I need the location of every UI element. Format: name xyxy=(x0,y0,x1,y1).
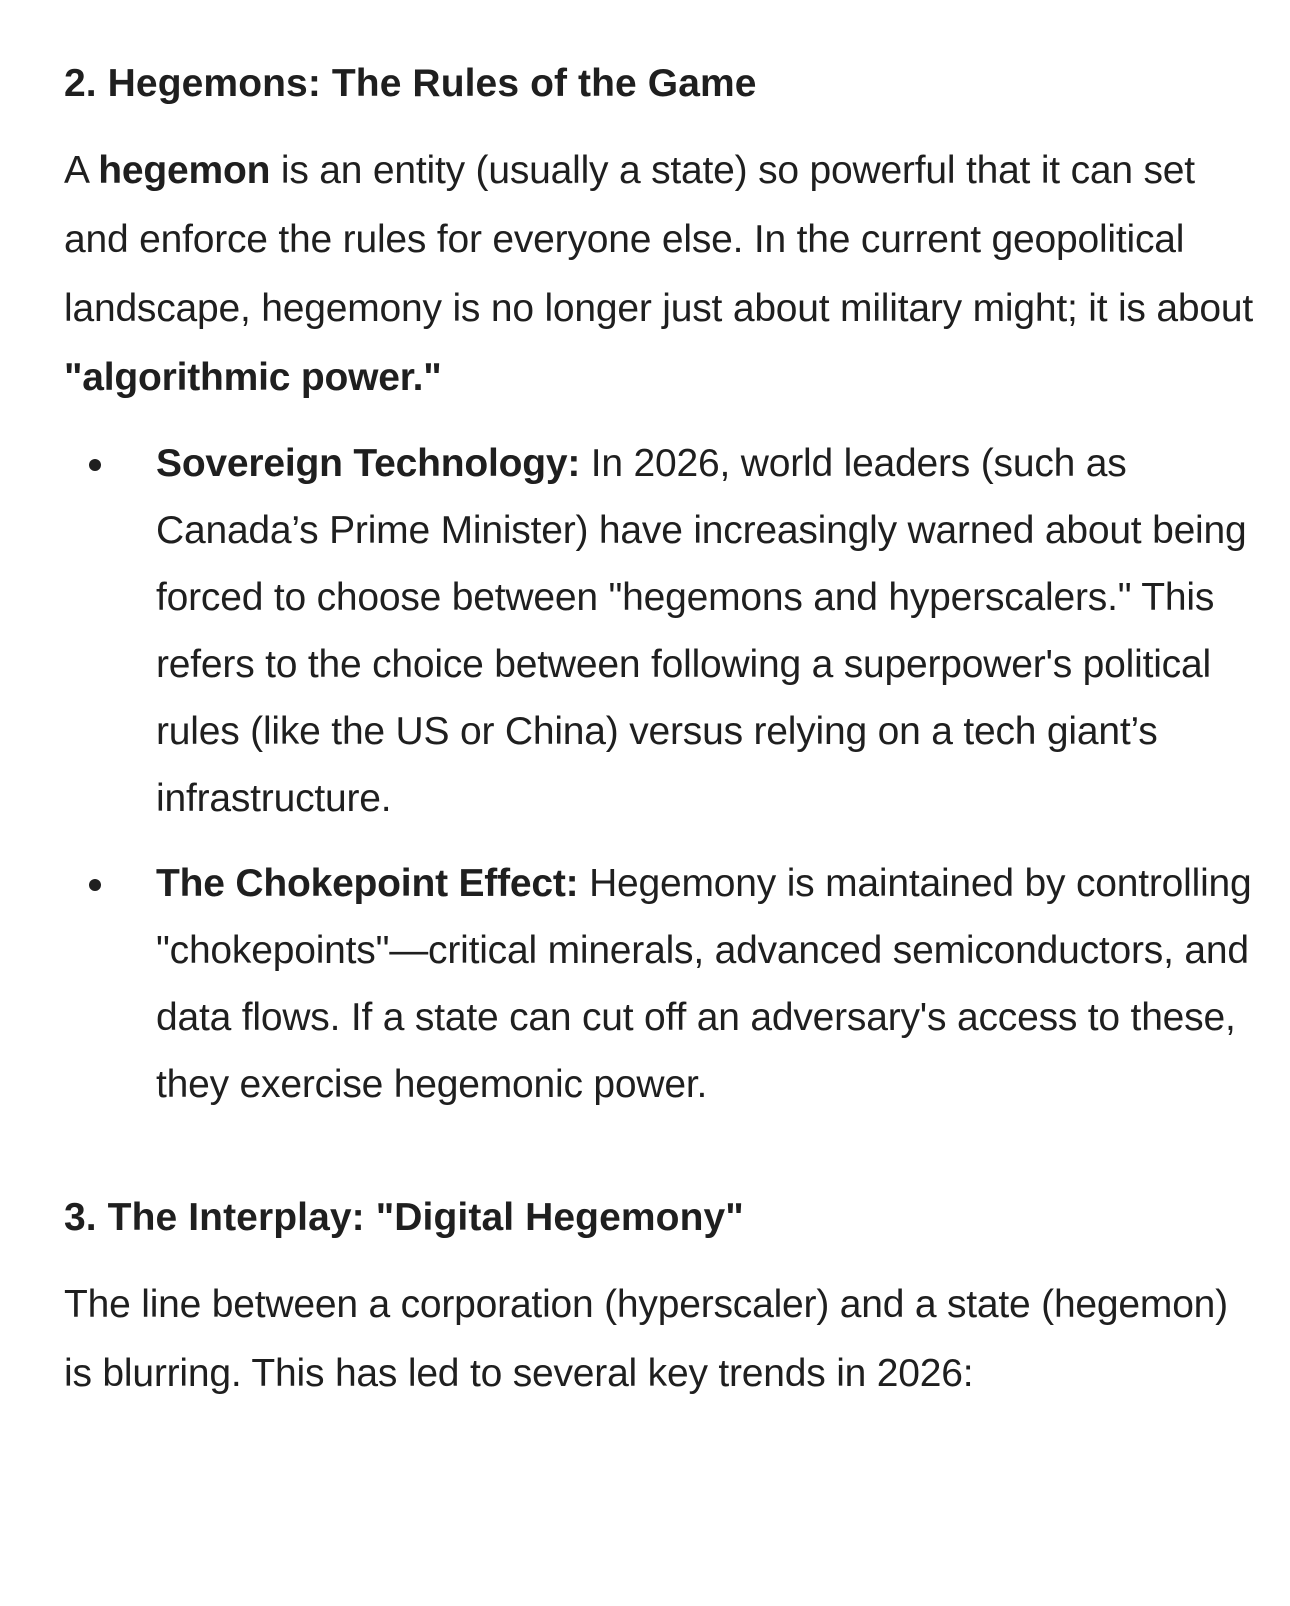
bullet-text: Hegemony is maintained by controlling "chokepoints"—critical minerals, advanced semiconductors, and data flows. If a state can cut off an adversary's access to these, they exercise hegemonic power. xyxy=(156,862,1252,1106)
bullet-text: In 2026, world leaders (such as Canada’s Prime Minister) have increasingly warned about being forced to choose between "hegemons and hyperscalers." This refers to the choice between following a superpower's political rules (like the US or China) versus relying on a tech giant’s infrastructure. xyxy=(156,442,1247,820)
bullet-list xyxy=(64,430,1260,1118)
bullet-dot-icon xyxy=(89,459,101,471)
paragraph-text: is an entity (usually a state) so powerful that it can set and enforce the rules for everyone else. In the current geopolitical landscape, hegemony is no longer just about military might; it is about xyxy=(64,149,1253,330)
section-heading-hegemons: 2. Hegemons: The Rules of the Game xyxy=(64,62,757,105)
bullet-dot-icon xyxy=(89,879,101,891)
bold-term-algorithmic-power: "algorithmic power." xyxy=(64,356,442,399)
interplay-paragraph: The line between a corporation (hyperscaler) and a state (hegemon) is blurring. This has led to several key trends in 2026: xyxy=(64,1283,1228,1395)
hegemon-definition-paragraph xyxy=(64,136,1260,412)
bold-term-hegemon: hegemon xyxy=(98,149,271,192)
section-heading-interplay: 3. The Interplay: "Digital Hegemony" xyxy=(64,1196,744,1239)
paragraph-text: A xyxy=(64,149,99,192)
bullet-title: The Chokepoint Effect: xyxy=(156,862,579,905)
bullet-item-sovereign-technology xyxy=(64,430,1260,832)
bullet-title: Sovereign Technology: xyxy=(156,442,581,485)
bullet-item-chokepoint-effect xyxy=(64,850,1260,1118)
